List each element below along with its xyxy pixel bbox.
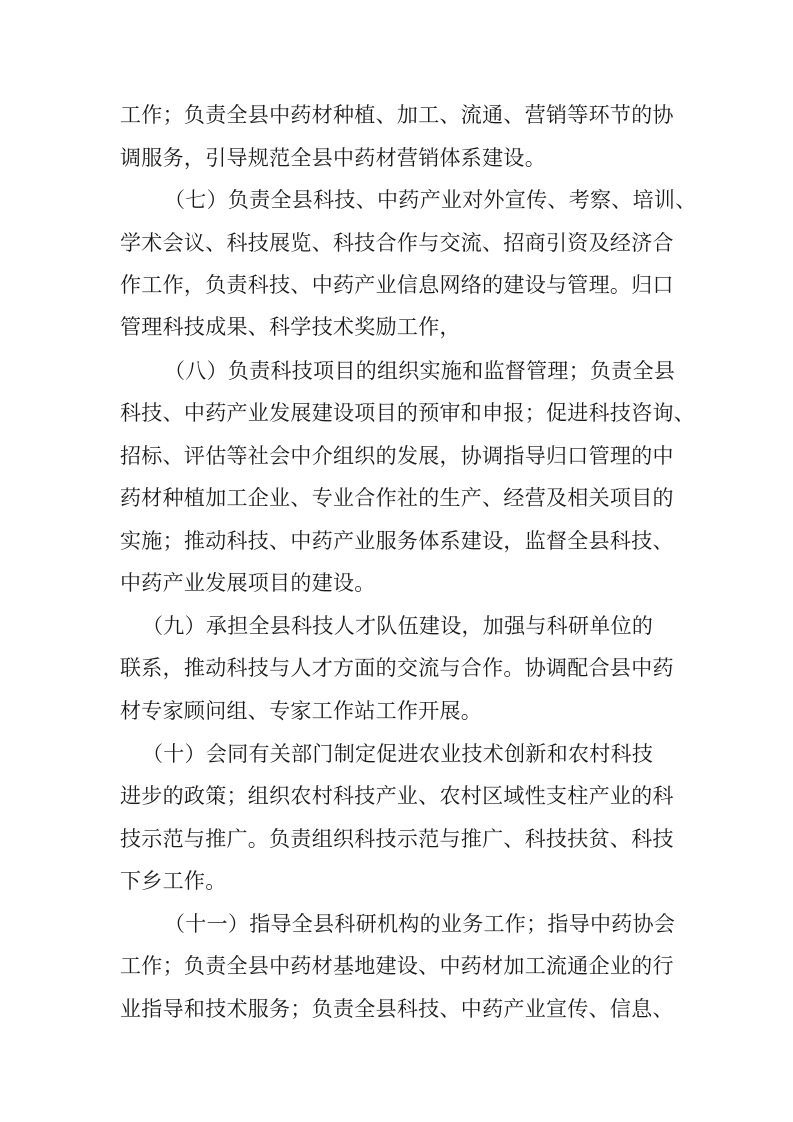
text-line: 调服务，引导规范全县中药材营销体系建设。	[120, 146, 546, 170]
text-line: 学术会议、科技展览、科技合作与交流、招商引资及经济合	[120, 231, 674, 255]
paragraph-heading-8: （八）负责科技项目的组织实施和监督管理；负责全县	[164, 359, 676, 383]
paragraph-heading-11: （十一）指导全县科研机构的业务工作；指导中药协会	[164, 912, 676, 936]
paragraph-heading-9: （九）承担全县科技人才队伍建设，加强与科研单位的	[142, 614, 654, 638]
paragraph-heading-7: （七）负责全县科技、中药产业对外宣传、考察、培训、	[164, 188, 697, 212]
text-line: 工作；负责全县中药材基地建设、中药材加工流通企业的行	[120, 954, 674, 978]
text-line: 技示范与推广。负责组织科技示范与推广、科技扶贫、科技	[120, 827, 674, 851]
text-line: 管理科技成果、科学技术奖励工作，	[120, 315, 461, 339]
text-line: 材专家顾问组、专家工作站工作开展。	[120, 699, 483, 723]
text-line: 招标、评估等社会中介组织的发展，协调指导归口管理的中	[120, 444, 674, 468]
text-line: 药材种植加工企业、专业合作社的生产、经营及相关项目的	[120, 486, 674, 510]
text-line: 工作；负责全县中药材种植、加工、流通、营销等环节的协	[120, 103, 674, 127]
text-line: 下乡工作。	[120, 869, 227, 893]
text-line: 中药产业发展项目的建设。	[120, 571, 376, 595]
text-line: 科技、中药产业发展建设项目的预审和申报；促进科技咨询、	[120, 401, 696, 425]
text-line: 实施；推动科技、中药产业服务体系建设，监督全县科技、	[120, 529, 674, 553]
text-line: 作工作，负责科技、中药产业信息网络的建设与管理。归口	[120, 273, 674, 297]
text-line: 联系，推动科技与人才方面的交流与合作。协调配合县中药	[120, 656, 674, 680]
paragraph-heading-10: （十）会同有关部门制定促进农业技术创新和农村科技	[142, 742, 654, 766]
text-line: 进步的政策；组织农村科技产业、农村区域性支柱产业的科	[120, 784, 674, 808]
text-line: 业指导和技术服务；负责全县科技、中药产业宣传、信息、	[120, 997, 674, 1021]
